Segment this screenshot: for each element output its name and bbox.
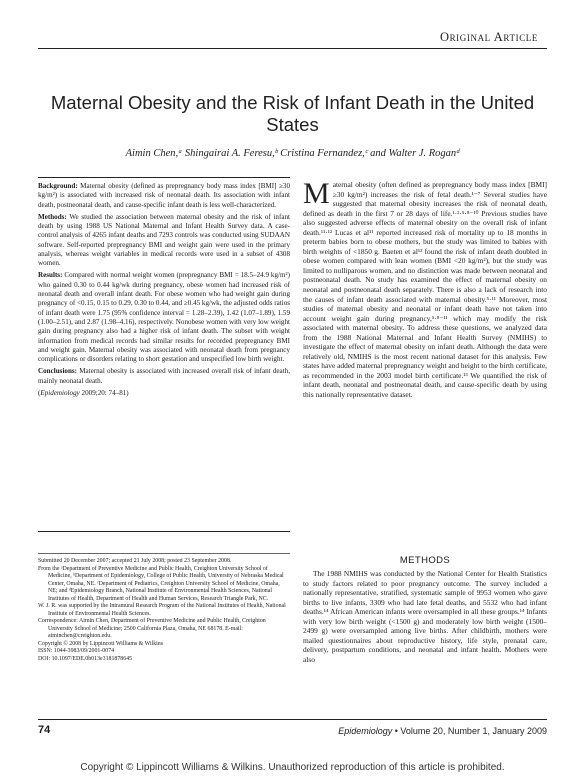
footnote-affiliations: From the ᵃDepartment of Preventive Medicine and Public Health, Creighton University School of Medicine, ᵇDepartment of Epidemiology, College of Public Health, University of Nebraska Medical Center, Omaha, NE. ᶜDepartment of Pediatrics, Creighton University School of Medicine, Omaha, NE; and ᵈEpidemiology Branch, National Institute of Environmental Health Sciences, National Institutes of Health, Department of Health and Human Services, Research Triangle Park, NC. [38, 565, 284, 602]
section-label: Original Article [439, 30, 538, 44]
methods-heading: METHODS [399, 555, 451, 566]
header-rule [38, 48, 547, 49]
introduction [303, 180, 547, 548]
footer-rule [38, 719, 547, 720]
footnote-correspondence: Correspondence: Aimin Chen, Department of Preventive Medicine and Public Health, Creighton University School of Medicine; 2500 California Plaza, Omaha, NE 68178. E-mail: aiminchen@creighton.edu. [38, 618, 266, 639]
abstract-methods [38, 213, 290, 269]
abstract-citation [38, 389, 290, 398]
abstract-bottom-rule [38, 531, 290, 532]
abstract-results-label: Results: [38, 271, 63, 280]
abstract-methods-text: We studied the association between maternal obesity and the risk of infant death by using 1988 US National Maternal and Infant Health Survey data. A case-control analysis of 4265 infant deaths and 7293 controls was conducted using SUDAAN software. Self-reported prepregnancy BMI and weight gain were used in the primary analysis, whereas weight variables in medical records were used in a subset of 4308 women. [38, 212, 290, 268]
page-number: 74 [38, 724, 51, 736]
footnote-doi: DOI: 10.1097/EDE.0b013e3181878645 [38, 655, 133, 662]
copyright-banner: Copyright © Lippincott Williams & Wilkins. Unauthorized reproduction of this article is prohibited. [80, 762, 505, 773]
abstract-background-label: Background: [38, 182, 78, 190]
abstract-conclusions-label: Conclusions: [38, 367, 78, 376]
citation-rest: 2009;20: 74–81) [79, 388, 129, 397]
abstract-background [38, 182, 290, 210]
abstract-conclusions-text: Maternal obesity is associated with increased overall risk of infant death, mainly neonatal death. [38, 367, 290, 385]
footer-journal: Epidemiology [338, 726, 393, 736]
footnotes [38, 558, 290, 714]
article-title: Maternal Obesity and the Risk of Infant Death in the United States [50, 92, 535, 135]
intro-text: aternal obesity (often defined as prepregnancy body mass index [BMI] ≥30 kg/m²) increases the risk of fetal death.¹⁻⁷ Several studies have suggested that maternal obesity increases the risk of neonatal death, defined as death in the first 7 or 28 days of life.¹·²·⁵·⁸⁻¹⁰ Previous studies have also suggested adverse effects of maternal obesity on the overall risk of infant death.¹¹·¹² Lucas et al¹¹ reported increased risk of mortality up to 18 months in preterm babies born to obese mothers, but the study was limited to babies with birth weights of <1850 g. Baeten et al¹² found the risk of infant death doubled in obese women compared with lean women (BMI <20 kg/m²), but the study was limited to nulliparous women, and no distinction was made between neonatal and postneonatal death. No study has examined the effect of maternal obesity on neonatal and postneonatal death separately. There is also a lack of research into the causes of infant death associated with maternal obesity.⁵·¹¹ Moreover, most studies of maternal obesity and neonatal or infant death have not taken into account weight gain during pregnancy,⁵·⁸⁻¹¹ which may modify the risk associated with maternal obesity. To address these questions, we analyzed data from the 1988 National Maternal and Infant Health Survey (NMIHS) to investigate the effect of maternal obesity on infant death. Although the data were relatively old, NMIHS is the most recent national dataset for this analysis. Few states have added maternal prepregnancy weight and height to the birth certificate, as recommended in the 2003 model birth certificate.¹³ We quantified the risk of infant death, neonatal and postneonatal death, and cause-specific death by using this nationally representative dataset. [303, 180, 547, 400]
footnote-rule [38, 553, 290, 554]
abstract-methods-label: Methods: [38, 212, 67, 221]
methods-text: The 1988 NMIHS was conducted by the National Center for Health Statistics to study factors related to poor pregnancy outcome. The survey included a nationally representative, stratified, systematic sample of 9953 women who gave births to live infants, 3309 who had late fetal deaths, and 5532 who had infant deaths.¹⁴ African American infants were oversampled in all these groups.¹⁴ Infants with very low birth weight (<1500 g) and moderately low birth weight (1500–2499 g) were oversampled among live births. After childbirth, mothers were mailed questionnaires about reproductive history, life style, prenatal care, delivery, postpartum conditions, and neonatal and infant health. Mothers were also [303, 569, 547, 664]
abstract-background-text: Maternal obesity (defined as prepregnancy body mass index [BMI] ≥30 kg/m²) is associated with increased risk of neonatal death. Its association with infant death, postneonatal death, and cause-specific infant death is less well-characterized. [38, 182, 290, 209]
abstract [38, 182, 290, 528]
footer-issue: • Volume 20, Number 1, January 2009 [392, 726, 547, 736]
abstract-results-text: Compared with normal weight women (prepregnancy BMI = 18.5–24.9 kg/m²) who gained 0.30 to 0.44 kg/wk during pregnancy, obese women had increased risk of neonatal death and overall infant death. For obese women who had weight gain during pregnancy of <0.15, 0.15 to 0.29, 0.30 to 0.44, and ≥0.45 kg/wk, the adjusted odds ratios of infant death were 1.75 (95% confidence interval = 1.28–2.39), 1.42 (1.07–1.89), 1.59 (1.00–2.51), and 2.87 (1.98–4.16), respectively. Nonobese women with very low weight gain during pregnancy also had a higher risk of infant death. The subset with weight information from medical records had similar results for recorded prepregnancy BMI and weight gain. Maternal obesity was associated with neonatal death from pregnancy complications or disorders relating to short gestation and unspecified low birth weight. [38, 271, 290, 364]
abstract-results [38, 271, 290, 364]
footnote-support: W. J. R. was supported by the Intramural Research Program of the National Institutes of Health, National Institute of Environmental Health Sciences. [38, 603, 286, 617]
abstract-top-rule [38, 177, 290, 178]
footnote-issn: ISSN: 1044-3983/09/2001-0074 [38, 648, 115, 654]
drop-cap: M [303, 180, 330, 210]
article-authors: Aimin Chen,ᵃ Shingairai A. Feresu,ᵇ Cristina Fernandez,ᶜ and Walter J. Roganᵈ [125, 148, 460, 159]
footnote-copyright: Copyright © 2008 by Lippincott Williams & Wilkins [38, 640, 164, 647]
running-footer [338, 726, 547, 736]
abstract-conclusions [38, 367, 290, 386]
citation-open: ( [38, 388, 41, 397]
footnote-submitted: Submitted 20 December 2007; accepted 21 July 2008; posted 23 September 2008. [38, 558, 232, 564]
citation-journal: Epidemiology [40, 388, 80, 397]
